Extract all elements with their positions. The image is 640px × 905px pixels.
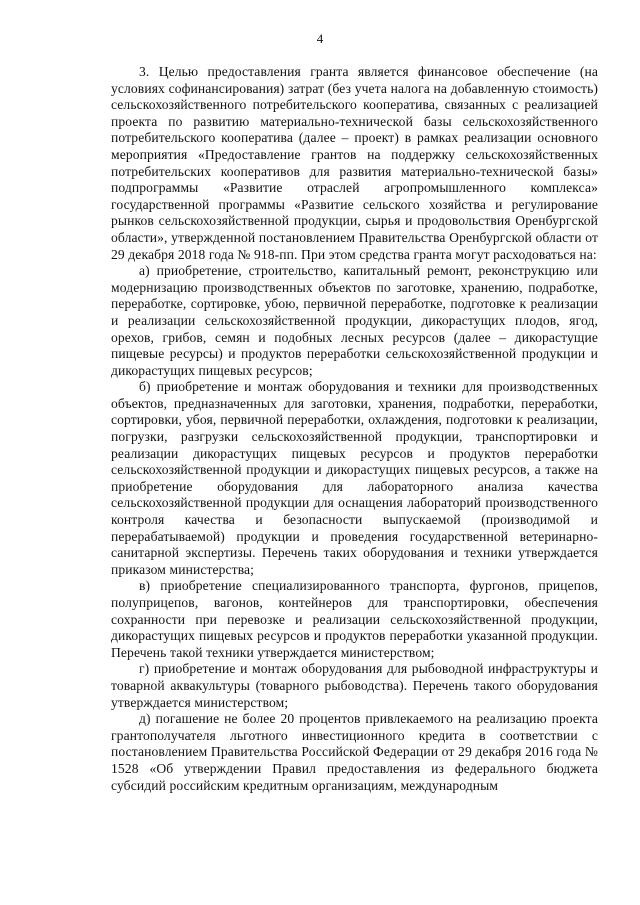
paragraph-item-a: а) приобретение, строительство, капитальный ремонт, реконструкцию или модернизацию производственных объектов по заготовке, хранению, подработке, переработке, сортировке, убою, первичной переработке, подготовке к реализации и реализации сельскохозяйственной продукции, дикорастущих плодов, ягод, орехов, грибов, семян и подобных лесных ресурсов (далее – дикорастущие пищевые ресурсы) и продуктов переработки сельскохозяйственной продукции и дикорастущих пищевых ресурсов; bbox=[111, 263, 598, 378]
page-number: 4 bbox=[316, 31, 324, 46]
body-text bbox=[111, 64, 598, 794]
paragraph-item-g: г) приобретение и монтаж оборудования для рыбоводной инфраструктуры и товарной аквакультуры (товарного рыбоводства). Перечень такого оборудования утверждается министерством; bbox=[111, 661, 598, 710]
paragraph-item-v: в) приобретение специализированного транспорта, фургонов, прицепов, полуприцепов, вагонов, контейнеров для транспортировки, обеспечения сохранности при перевозке и реализации сельскохозяйственной продукции, дикорастущих пищевых ресурсов и продуктов переработки указанной продукции. Перечень такой техники утверждается министерством; bbox=[111, 578, 598, 660]
paragraph-item-b: б) приобретение и монтаж оборудования и техники для производственных объектов, предназначенных для заготовки, хранения, подработки, переработки, сортировки, убоя, первичной переработки, охлаждения, подготовки к реализации, погрузки, разгрузки сельскохозяйственной продукции, транспортировки и реализации дикорастущих пищевых ресурсов и продуктов переработки сельскохозяйственной продукции и дикорастущих пищевых ресурсов, а также на приобретение оборудования для лабораторного анализа качества сельскохозяйственной продукции для оснащения лабораторий производственного контроля качества и безопасности выпускаемой (производимой и перерабатываемой) продукции и проведения государственной ветеринарно-санитарной экспертизы. Перечень таких оборудования и техники утверждается приказом министерства; bbox=[111, 379, 598, 577]
paragraph-item-d: д) погашение не более 20 процентов привлекаемого на реализацию проекта грантополучателя льготного инвестиционного кредита в соответствии с постановлением Правительства Российской Федерации от 29 декабря 2016 года № 1528 «Об утверждении Правил предоставления из федерального бюджета субсидий российским кредитным организациям, международным bbox=[111, 711, 598, 793]
paragraph-3-grant-purpose: 3. Целью предоставления гранта является финансовое обеспечение (на условиях софинансирования) затрат (без учета налога на добавленную стоимость) сельскохозяйственного потребительского кооператива, связанных с реализацией проекта по развитию материально-технической базы сельскохозяйственного потребительского кооператива (далее – проект) в рамках реализации основного мероприятия «Предоставление грантов на поддержку сельскохозяйственных потребительских кооперативов для развития материально-технической базы» подпрограммы «Развитие отраслей агропромышленного комплекса» государственной программы «Развитие сельского хозяйства и регулирование рынков сельскохозяйственной продукции, сырья и продовольствия Оренбургской области», утвержденной постановлением Правительства Оренбургской области от 29 декабря 2018 года № 918-пп. При этом средства гранта могут расходоваться на: bbox=[111, 64, 598, 262]
